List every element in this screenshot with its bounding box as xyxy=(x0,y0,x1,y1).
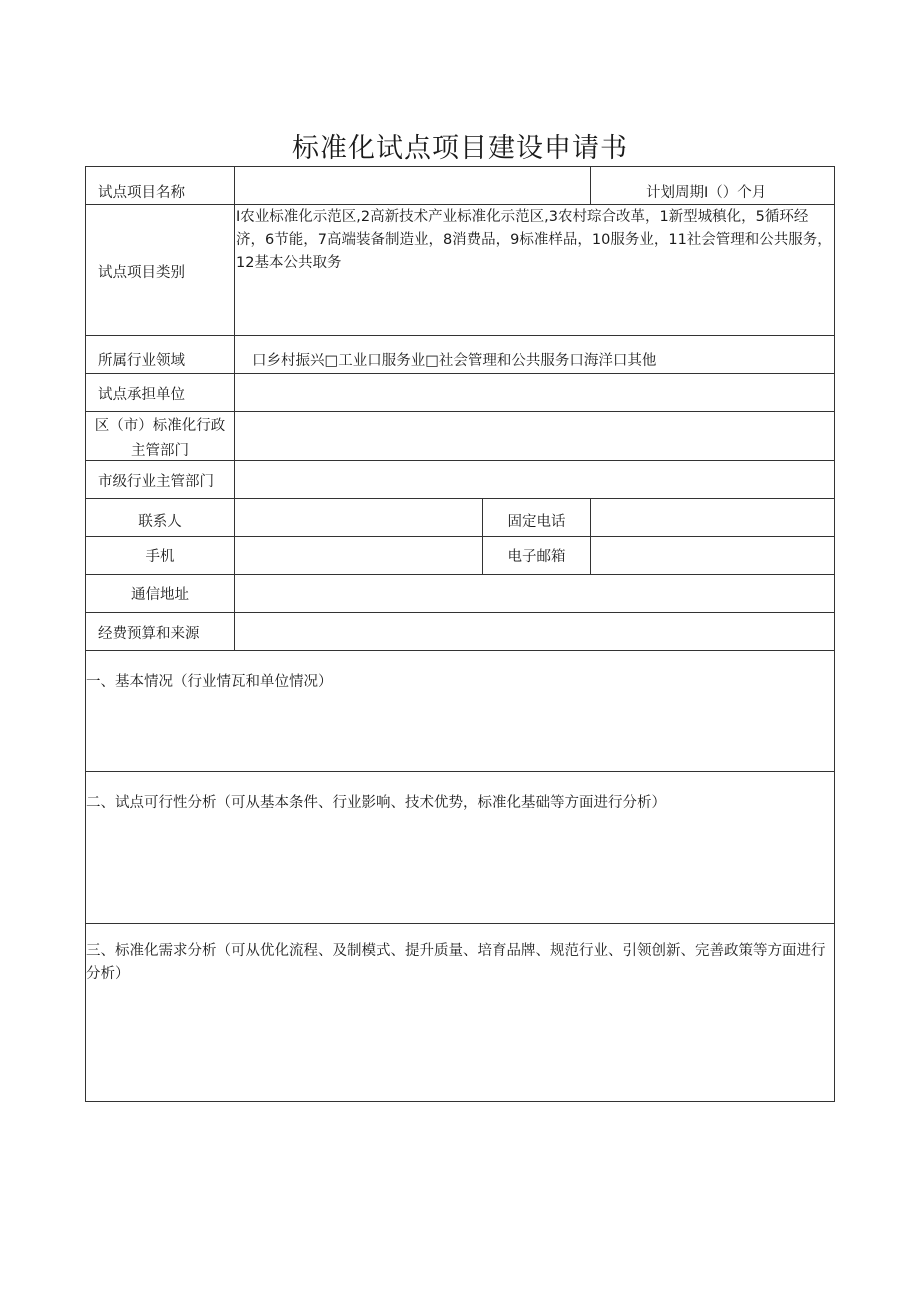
plan-period-label: 计划周期I（）个月 xyxy=(646,185,767,201)
phone-field[interactable] xyxy=(592,500,833,535)
row-divider xyxy=(85,574,835,575)
column-divider xyxy=(590,498,591,574)
column-divider xyxy=(590,166,591,204)
city-dept-label: 市级行业主管部门 xyxy=(98,474,214,490)
section-demand-heading: 三、标准化需求分析（可从优化流程、及制模式、提升质量、培育品牌、规范行业、引领创新、完善政策等方面进行分析） xyxy=(86,943,826,982)
budget-field[interactable] xyxy=(236,614,833,649)
section-feasibility-area[interactable] xyxy=(86,816,833,921)
row-divider xyxy=(85,373,835,374)
page-title: 标准化试点项目建设申请书 xyxy=(292,133,628,164)
email-field[interactable] xyxy=(592,538,833,573)
row-divider xyxy=(85,411,835,412)
category-options[interactable]: I农业标准化示范区,2高新技术产业标准化示范区,3农村琮合改革，1新型城稹化，5循环经济，6节能，7高端装备制造业，8消费品，9标准样品，10服务业，11社会管理和公共服务，12基本公共取务 xyxy=(236,209,832,271)
email-label: 电子邮箱 xyxy=(507,549,566,565)
section-demand-area[interactable] xyxy=(86,990,833,1100)
row-divider xyxy=(85,923,835,924)
district-dept-label-line2: 主管部门 xyxy=(131,443,189,459)
row-divider xyxy=(85,536,835,537)
column-divider xyxy=(234,166,235,650)
row-divider xyxy=(85,498,835,499)
phone-label: 固定电话 xyxy=(507,514,566,530)
undertaking-unit-field[interactable] xyxy=(236,375,833,410)
project-category-label: 试点项目类别 xyxy=(98,265,185,281)
section-basic-heading: 一、基本情况（行业情瓦和单位情况） xyxy=(86,674,333,690)
address-label: 通信地址 xyxy=(131,587,189,603)
row-divider xyxy=(85,335,835,336)
project-name-field[interactable] xyxy=(236,168,589,203)
row-divider xyxy=(85,204,835,205)
mobile-label: 手机 xyxy=(145,549,175,565)
section-basic-area[interactable] xyxy=(86,695,833,769)
undertaking-unit-label: 试点承担单位 xyxy=(98,387,185,403)
address-field[interactable] xyxy=(236,576,833,611)
district-dept-label-line1: 区（市）标准化行政 xyxy=(94,418,226,434)
city-dept-field[interactable] xyxy=(236,462,833,497)
industry-options[interactable]: 口乡村振兴□工业口服务业□社会管理和公共服务口海洋口其他 xyxy=(252,353,657,369)
row-divider xyxy=(85,650,835,651)
budget-label: 经费预算和来源 xyxy=(98,626,200,642)
industry-field-label: 所属行业领域 xyxy=(98,353,185,369)
contact-label: 联系人 xyxy=(138,514,182,530)
mobile-field[interactable] xyxy=(236,538,481,573)
section-feasibility-heading: 二、试点可行性分析（可从基本条件、行业影响、技术优势，标准化基础等方面进行分析） xyxy=(86,795,666,811)
contact-field[interactable] xyxy=(236,500,481,535)
row-divider xyxy=(85,612,835,613)
project-name-label: 试点项目名称 xyxy=(98,185,185,201)
row-divider xyxy=(85,771,835,772)
district-dept-field[interactable] xyxy=(236,413,833,459)
